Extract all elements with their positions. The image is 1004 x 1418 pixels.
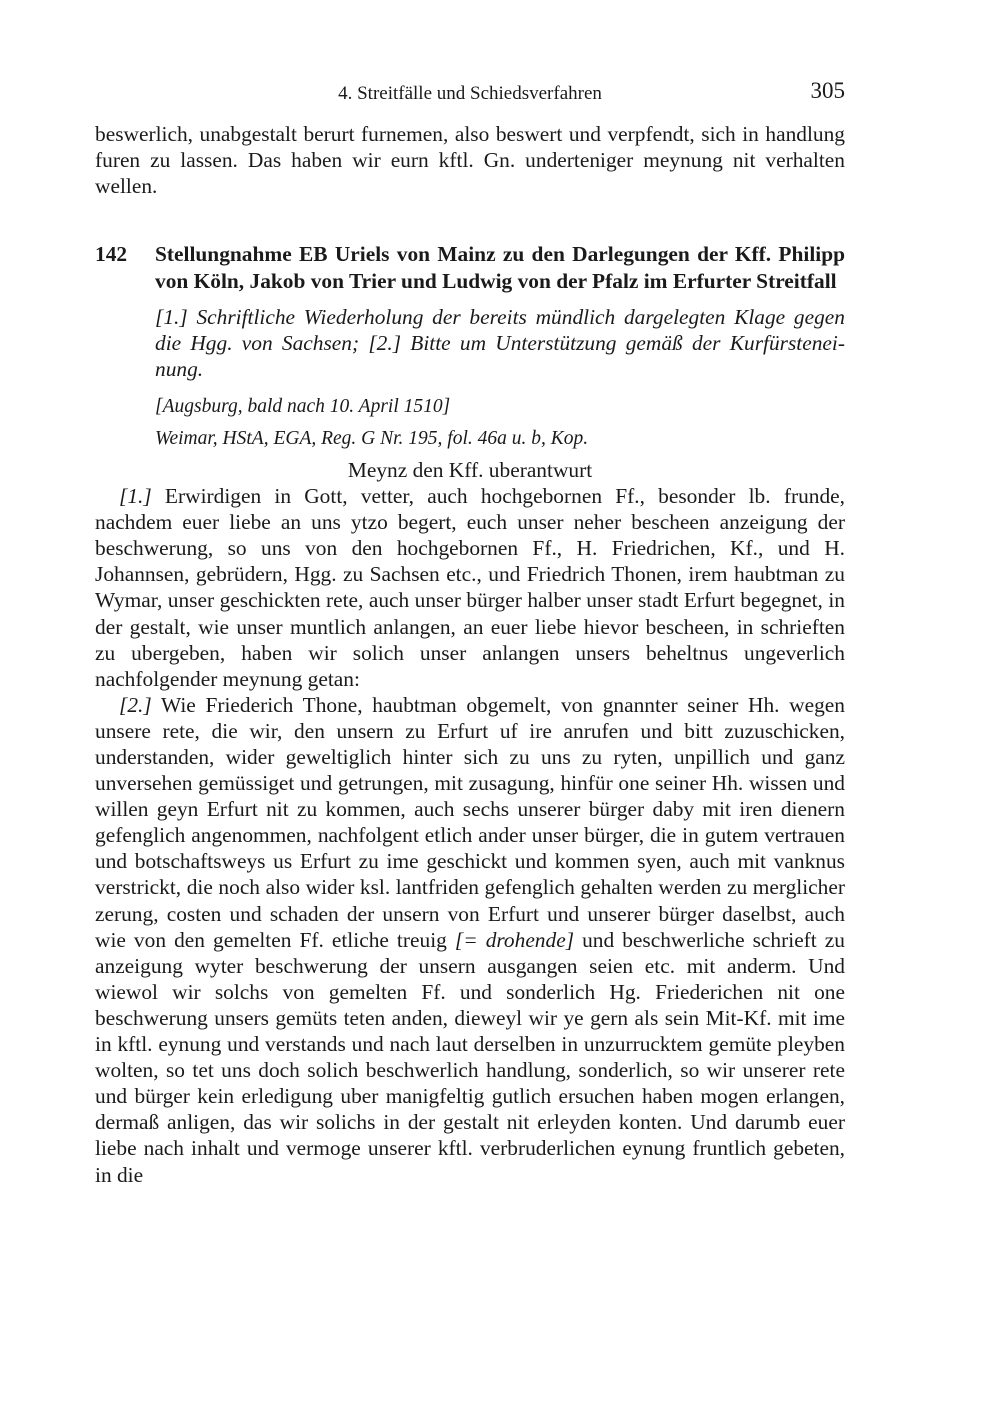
document-apparatus <box>155 304 845 451</box>
book-page <box>95 78 845 1188</box>
paragraph-1-marker: [1.] <box>119 484 152 509</box>
paragraph-2-gloss: [= drohende] <box>454 927 575 952</box>
paragraph-2-marker: [2.] <box>119 692 152 717</box>
running-header <box>95 78 845 108</box>
document-number: 142 <box>95 242 128 267</box>
document-dating: [Augsburg, bald nach 10. April 1510] <box>155 395 451 417</box>
page-number: 305 <box>810 78 845 103</box>
document-summary: [1.] Schriftliche Wiederholung der bereits mündlich dargelegten Klage gegen die Hgg. von Sachsen; [2.] Bitte um Unterstützung gemäß der Kurfürsteneinung. <box>155 304 845 382</box>
text-heading: Meynz den Kff. uberantwurt <box>347 457 593 482</box>
paragraph-1-text: Erwirdigen in Gott, vetter, auch hochgebornen Ff., besonder lb. frunde, nachdem euer liebe an uns ytzo begert, euch unser neher bescheen anzeigung der beschwerung, so uns von den hochgebornen Ff., H. Friedrichen, Kf., und H. Johannsen, gebrüdern, Hgg. zu Sachsen etc., und Friedrich Thonen, irem haubtman zu Wymar, unser geschickten rete, auch unser bürger halber unser stadt Erfurt begegnet, in der gestalt, wie unser muntlich anlangen, an euer liebe hievor bescheen, in schrieften zu ubergeben, haben wir solich unser anlangen unsers beheltnus ungeverlich nachfolgender meynung getan: <box>95 484 845 691</box>
document-title: Stellungnahme EB Uriels von Mainz zu den Darlegungen der Kff. Philipp von Köln, Jakob von Trier und Ludwig von der Pfalz im Erfurter Streitfall <box>155 242 845 293</box>
paragraph-2-text-b: und beschwerliche schrieft zu anzeigung wyter beschwerung der unsern ausgangen seien etc. mit anderm. Und wiewol wir solchs von gemelten Ff. und sonderlich Hg. Friederichen nit one beschwerung unsers gemüts teten anden, dieweyl wir ye gern als sein Mit-Kf. mit ime in kftl. eynung und verstands und nach laut derselben in unzurrucktem gemüte pleyben wolten, so tet uns doch solich beschwerlich handlung, sonderlich, so wir unserer rete und bürger kein erledigung uber manigfeltig gutlich ersuchen haben mogen erlangen, dermaß anligen, das wir solichs in der gestalt nit erleyden konten. Und darumb euer liebe nach inhalt und vermoge unserer kftl. verbruderlichen eynung fruntlich gebeten, in die <box>95 927 845 1187</box>
document-heading <box>95 241 845 294</box>
paragraph-2 <box>95 692 845 1188</box>
paragraph-1 <box>95 483 845 692</box>
running-title: 4. Streitfälle und Schiedsverfahren <box>338 83 602 104</box>
paragraph-2-text-a: Wie Friederich Thone, haubtman obgemelt, von gnannter seiner Hh. wegen unsere rete, die wir, den unsern zu Erfurt uf ire anrufen und bitt zuzuschicken, understanden, wider geweltiglich hinter sich zu uns zu ryten, unpillich und ganz unversehen gemüssiget und getrungen, mit zusagung, hinfür one seiner Hh. wissen und willen geyn Erfurt nit zu kommen, auch sechs unserer bürger daby mit iren dienern gefenglich angenommen, nachfolgent etlich ander unser bürger, die in gutem vertrauen und botschaftsweys us Erfurt zu ime geschickt und kommen syen, auch mit vanknus verstrickt, die noch also wider ksl. lantfriden gefenglich gehalten werden zu merglicher zerung, costen und schaden der unsern von Erfurt und unserer bürger daselbst, auch wie von den gemelten Ff. etliche treuig <box>95 692 845 952</box>
continuation-paragraph: beswerlich, unabgestalt berurt furnemen, also beswert und verpfendt, sich in handlung furen zu lassen. Das haben wir eurn kftl. Gn. underteniger meynung nit verhalten wellen. <box>95 122 845 199</box>
document-source: Weimar, HStA, EGA, Reg. G Nr. 195, fol. 46a u. b, Kop. <box>155 427 589 449</box>
